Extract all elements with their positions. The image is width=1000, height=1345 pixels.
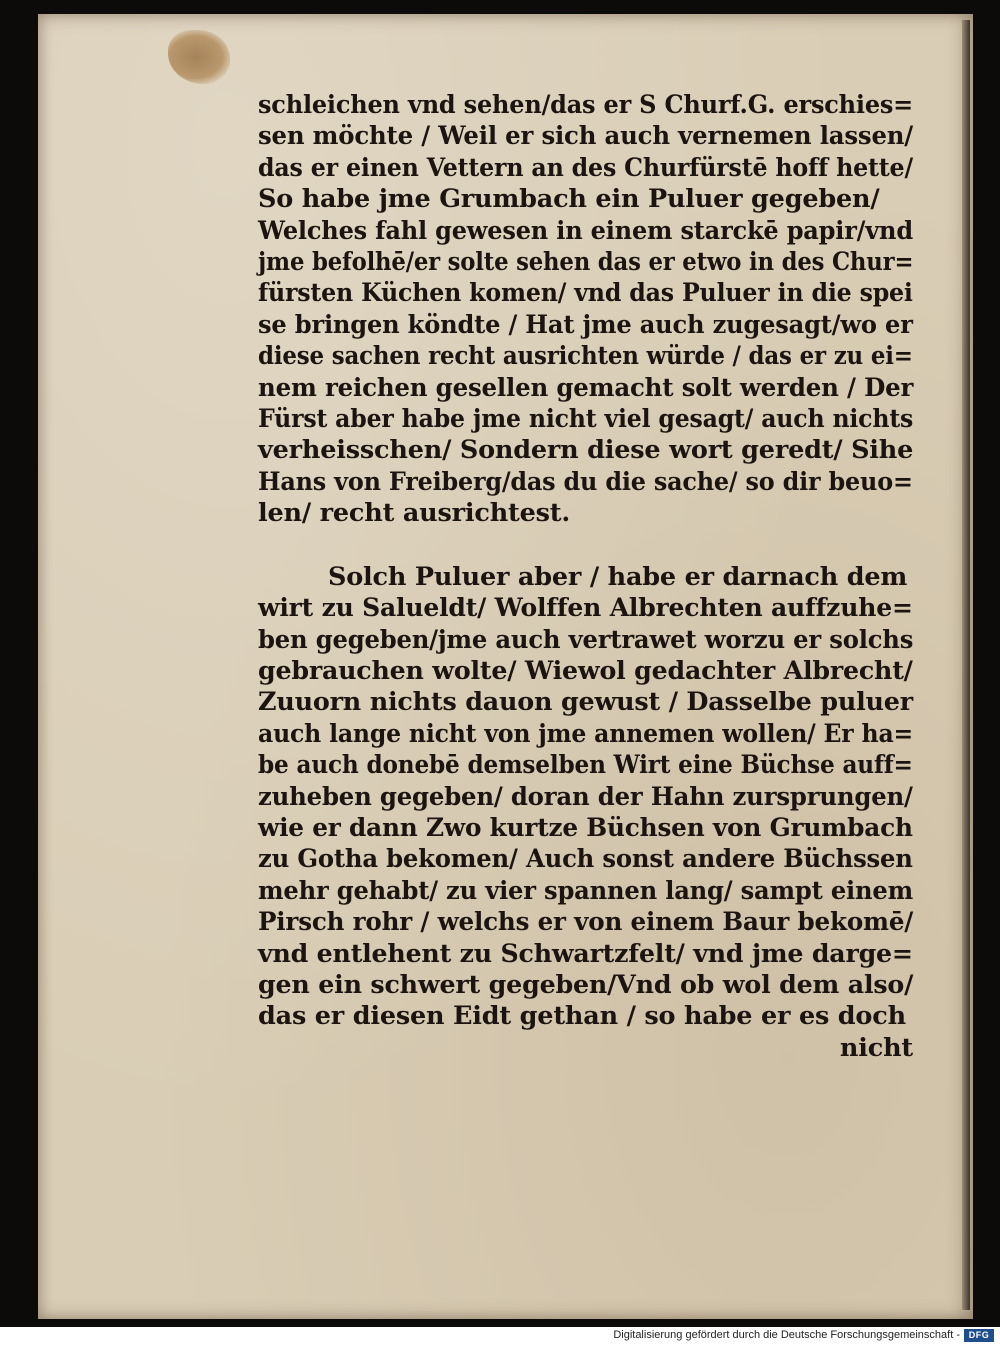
text-line: len/ recht ausrichtest.	[258, 498, 571, 529]
text-line: mehr gehabt/ zu vier spannen lang/ sampt einem	[258, 875, 913, 906]
text-line: Welches fahl gewesen in einem starckē papir/vnd	[258, 215, 913, 246]
text-line: vnd entlehent zu Schwartzfelt/ vnd jme darge=	[258, 938, 913, 969]
text-line: ben gegeben/jme auch vertrawet worzu er solchs	[258, 624, 914, 655]
text-line: se bringen köndte / Hat jme auch zugesagt/wo er	[258, 309, 913, 340]
text-line: zu Gotha bekomen/ Auch sonst andere Büchssen	[258, 844, 913, 875]
text-line: Zuuorn nichts dauon gewust / Dasselbe puluer	[258, 687, 913, 718]
text-line: nem reichen gesellen gemacht solt werden / Der	[258, 372, 914, 403]
text-line: gen ein schwert gegeben/Vnd ob wol dem also/	[258, 969, 914, 1000]
text-line: jme befolhē/er solte sehen das er etwo in des Chur=	[258, 247, 914, 278]
text-line: diese sachen recht ausrichten würde / das er zu ei=	[258, 341, 913, 372]
text-line: Hans von Freiberg/das du die sache/ so dir beuo=	[258, 466, 913, 497]
funding-credit: Digitalisierung gefördert durch die Deutsche Forschungsgemeinschaft -	[613, 1329, 960, 1341]
text-line: verheisschen/ Sondern diese wort geredt/ Sihe	[258, 435, 914, 466]
text-line: wirt zu Salueldt/ Wolffen Albrechten auffzuhe=	[258, 593, 913, 624]
page-text	[258, 90, 923, 1064]
text-line: Fürst aber habe jme nicht viel gesagt/ auch nichts	[258, 404, 914, 435]
paragraph-2	[258, 562, 923, 1065]
text-line: gebrauchen wolte/ Wiewol gedachter Albrecht/	[258, 655, 913, 686]
text-line: schleichen vnd sehen/das er S Churf.G. erschies=	[258, 90, 914, 120]
text-line: auch lange nicht von jme annemen wollen/ Er ha=	[258, 718, 914, 749]
text-line: So habe jme Grumbach ein Puluer gegeben/	[258, 184, 880, 215]
dfg-logo: DFG	[964, 1329, 994, 1342]
text-line: Pirsch rohr / welchs er von einem Baur bekomē/	[258, 907, 914, 938]
text-line: das er diesen Eidt gethan / so habe er es doch	[258, 1001, 906, 1032]
paragraph-1	[258, 90, 923, 530]
text-line: zuheben gegeben/ doran der Hahn zursprungen/	[258, 781, 913, 812]
catchword: nicht	[839, 1032, 913, 1063]
page-edge	[962, 20, 970, 1310]
text-line: sen möchte / Weil er sich auch vernemen lassen/	[258, 121, 914, 152]
text-line: wie er dann Zwo kurtze Büchsen von Grumbach	[258, 812, 913, 843]
footer-bar	[0, 1327, 1000, 1345]
text-line-indented: Solch Puluer aber / habe er darnach dem	[328, 561, 908, 592]
text-line: das er einen Vettern an des Churfürstē hoff hette/	[258, 152, 913, 183]
text-line: be auch donebē demselben Wirt eine Büchse auff=	[258, 750, 913, 781]
text-line: fürsten Küchen komen/ vnd das Puluer in die spei	[258, 278, 913, 309]
